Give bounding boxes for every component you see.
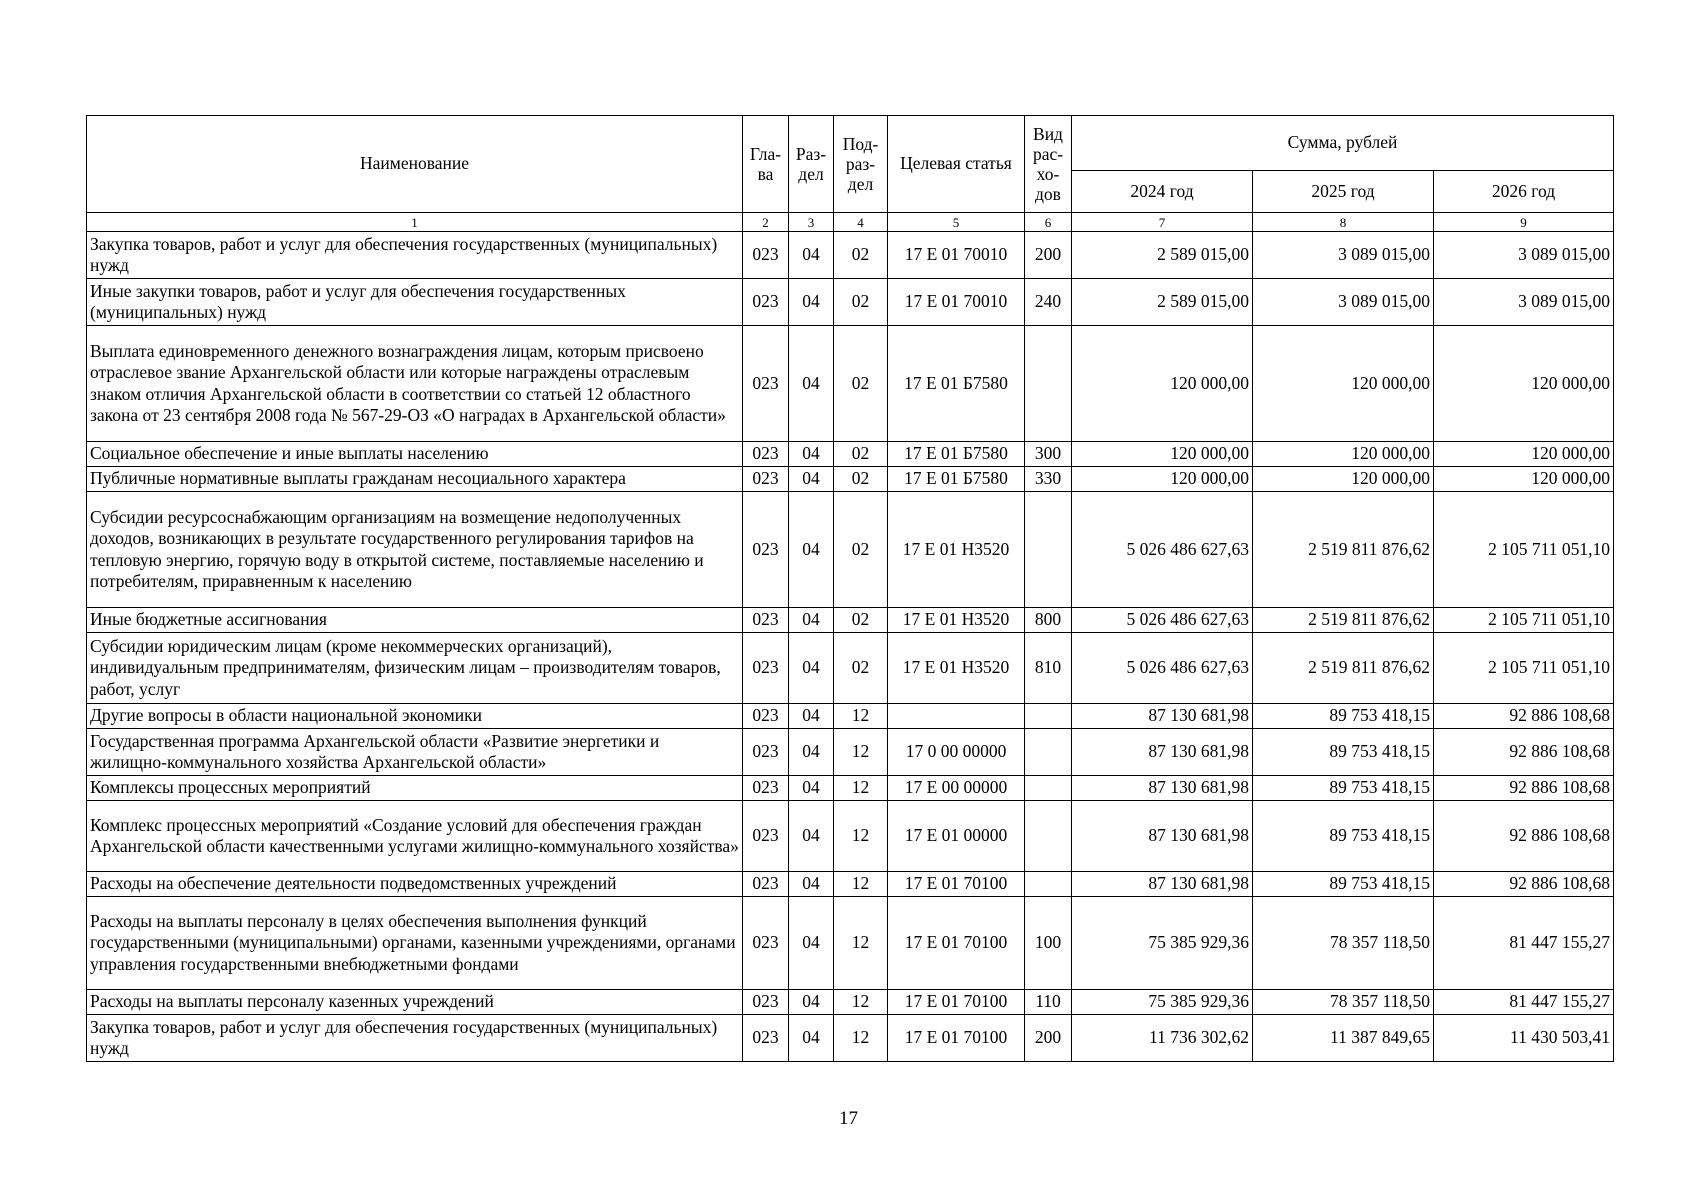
header-expense-type-label: Вид рас-хо-дов: [1032, 124, 1064, 204]
row-sum-2026: 2 105 711 051,10: [1434, 492, 1614, 608]
row-chapter: 023: [743, 704, 789, 729]
row-sum-2026: 92 886 108,68: [1434, 729, 1614, 776]
row-section: 04: [789, 704, 834, 729]
column-number: 3: [789, 213, 834, 232]
row-name: Социальное обеспечение и иные выплаты населению: [87, 442, 743, 467]
row-section: 04: [789, 729, 834, 776]
row-chapter: 023: [743, 467, 789, 492]
row-subsection: 12: [834, 1015, 888, 1062]
row-sum-2025: 89 753 418,15: [1253, 776, 1434, 801]
header-subsection: [834, 116, 888, 213]
row-sum-2025: 120 000,00: [1253, 442, 1434, 467]
header-year-2024: 2024 год: [1072, 171, 1253, 213]
row-expense-type: 100: [1025, 897, 1072, 990]
row-expense-type: [1025, 326, 1072, 442]
row-chapter: 023: [743, 232, 789, 279]
row-expense-type: [1025, 776, 1072, 801]
row-sum-2024: 87 130 681,98: [1072, 729, 1253, 776]
row-sum-2025: 11 387 849,65: [1253, 1015, 1434, 1062]
column-number: 6: [1025, 213, 1072, 232]
header-name: Наименование: [87, 116, 743, 213]
row-subsection: 12: [834, 776, 888, 801]
row-section: 04: [789, 492, 834, 608]
row-chapter: 023: [743, 608, 789, 633]
row-section: 04: [789, 872, 834, 897]
table-header: [87, 116, 1614, 232]
row-sum-2024: 120 000,00: [1072, 442, 1253, 467]
row-expense-type: 110: [1025, 990, 1072, 1015]
row-section: 04: [789, 801, 834, 872]
row-sum-2026: 120 000,00: [1434, 442, 1614, 467]
column-number: 5: [888, 213, 1025, 232]
row-sum-2025: 78 357 118,50: [1253, 990, 1434, 1015]
row-name: Расходы на обеспечение деятельности подведомственных учреждений: [87, 872, 743, 897]
table-row: [87, 729, 1614, 776]
row-sum-2025: 89 753 418,15: [1253, 801, 1434, 872]
table-row: [87, 492, 1614, 608]
row-sum-2026: 11 430 503,41: [1434, 1015, 1614, 1062]
row-target-article: 17 Е 01 Б7580: [888, 442, 1025, 467]
row-name: Иные бюджетные ассигнования: [87, 608, 743, 633]
row-sum-2025: 89 753 418,15: [1253, 729, 1434, 776]
row-subsection: 12: [834, 897, 888, 990]
row-sum-2026: 120 000,00: [1434, 467, 1614, 492]
row-subsection: 12: [834, 801, 888, 872]
row-section: 04: [789, 467, 834, 492]
row-sum-2026: 2 105 711 051,10: [1434, 633, 1614, 704]
row-sum-2024: 120 000,00: [1072, 467, 1253, 492]
row-sum-2024: 87 130 681,98: [1072, 801, 1253, 872]
row-expense-type: [1025, 492, 1072, 608]
row-section: 04: [789, 990, 834, 1015]
row-subsection: 12: [834, 729, 888, 776]
row-section: 04: [789, 326, 834, 442]
column-number: 7: [1072, 213, 1253, 232]
table-row: [87, 442, 1614, 467]
row-sum-2024: 75 385 929,36: [1072, 990, 1253, 1015]
row-subsection: 02: [834, 467, 888, 492]
table-row: [87, 872, 1614, 897]
row-target-article: 17 Е 01 70100: [888, 1015, 1025, 1062]
row-expense-type: 800: [1025, 608, 1072, 633]
table-row: [87, 467, 1614, 492]
row-chapter: 023: [743, 326, 789, 442]
column-number: 4: [834, 213, 888, 232]
row-section: 04: [789, 608, 834, 633]
row-chapter: 023: [743, 990, 789, 1015]
table-row: [87, 232, 1614, 279]
row-name: Публичные нормативные выплаты гражданам несоциального характера: [87, 467, 743, 492]
row-target-article: 17 Е 01 Н3520: [888, 633, 1025, 704]
row-sum-2026: 92 886 108,68: [1434, 776, 1614, 801]
row-sum-2025: 89 753 418,15: [1253, 704, 1434, 729]
row-subsection: 12: [834, 990, 888, 1015]
row-expense-type: [1025, 801, 1072, 872]
row-sum-2026: 3 089 015,00: [1434, 279, 1614, 326]
row-subsection: 02: [834, 232, 888, 279]
row-sum-2025: 120 000,00: [1253, 467, 1434, 492]
row-expense-type: [1025, 704, 1072, 729]
row-chapter: 023: [743, 801, 789, 872]
row-sum-2024: 5 026 486 627,63: [1072, 492, 1253, 608]
row-chapter: 023: [743, 729, 789, 776]
row-subsection: 02: [834, 442, 888, 467]
row-section: 04: [789, 776, 834, 801]
row-name: Субсидии юридическим лицам (кроме некоммерческих организаций), индивидуальным предпринимателям, физическим лицам – производителям товаров, работ, услуг: [87, 633, 743, 704]
row-expense-type: 240: [1025, 279, 1072, 326]
row-chapter: 023: [743, 776, 789, 801]
row-expense-type: [1025, 872, 1072, 897]
row-name: Расходы на выплаты персоналу казенных учреждений: [87, 990, 743, 1015]
row-target-article: 17 Е 01 70100: [888, 872, 1025, 897]
row-target-article: 17 0 00 00000: [888, 729, 1025, 776]
row-subsection: 02: [834, 633, 888, 704]
header-section-label: Раз-дел: [795, 144, 827, 184]
row-name: Иные закупки товаров, работ и услуг для обеспечения государственных (муниципальных) нужд: [87, 279, 743, 326]
row-subsection: 02: [834, 279, 888, 326]
header-chapter: [743, 116, 789, 213]
row-section: 04: [789, 279, 834, 326]
row-name: Закупка товаров, работ и услуг для обеспечения государственных (муниципальных) нужд: [87, 232, 743, 279]
row-target-article: 17 Е 01 70010: [888, 232, 1025, 279]
row-expense-type: 200: [1025, 1015, 1072, 1062]
row-name: Комплексы процессных мероприятий: [87, 776, 743, 801]
table-row: [87, 776, 1614, 801]
row-sum-2026: 120 000,00: [1434, 326, 1614, 442]
row-target-article: 17 Е 01 70100: [888, 897, 1025, 990]
header-chapter-label: Гла-ва: [749, 144, 782, 184]
row-chapter: 023: [743, 897, 789, 990]
row-target-article: 17 Е 00 00000: [888, 776, 1025, 801]
column-number: 9: [1434, 213, 1614, 232]
row-sum-2025: 3 089 015,00: [1253, 232, 1434, 279]
row-sum-2026: 92 886 108,68: [1434, 801, 1614, 872]
row-sum-2025: 120 000,00: [1253, 326, 1434, 442]
row-subsection: 02: [834, 326, 888, 442]
header-sum: Сумма, рублей: [1072, 116, 1614, 171]
row-sum-2025: 2 519 811 876,62: [1253, 633, 1434, 704]
row-target-article: 17 Е 01 Н3520: [888, 492, 1025, 608]
row-target-article: 17 Е 01 Б7580: [888, 326, 1025, 442]
row-sum-2026: 3 089 015,00: [1434, 232, 1614, 279]
row-target-article: 17 Е 01 70100: [888, 990, 1025, 1015]
table-row: [87, 279, 1614, 326]
row-name: Закупка товаров, работ и услуг для обеспечения государственных (муниципальных) нужд: [87, 1015, 743, 1062]
row-sum-2024: 120 000,00: [1072, 326, 1253, 442]
page-number: 17: [839, 1108, 858, 1129]
row-subsection: 12: [834, 704, 888, 729]
row-sum-2024: 87 130 681,98: [1072, 872, 1253, 897]
column-number: 8: [1253, 213, 1434, 232]
row-name: Субсидии ресурсоснабжающим организациям на возмещение недополученных доходов, возникающих в результате государственного регулирования тарифов на тепловую энергию, горячую воду в открытой системе, поставляемые населению и потребителям, приравненным к населению: [87, 492, 743, 608]
table-row: [87, 633, 1614, 704]
row-sum-2025: 89 753 418,15: [1253, 872, 1434, 897]
row-sum-2026: 81 447 155,27: [1434, 990, 1614, 1015]
column-number-row: [87, 213, 1614, 232]
row-target-article: 17 Е 01 70010: [888, 279, 1025, 326]
row-name: Расходы на выплаты персоналу в целях обеспечения выполнения функций государственными (муниципальными) органами, казенными учреждениями, органами управления государственными внебюджетными фондами: [87, 897, 743, 990]
row-expense-type: 300: [1025, 442, 1072, 467]
row-section: 04: [789, 1015, 834, 1062]
row-sum-2024: 5 026 486 627,63: [1072, 608, 1253, 633]
row-sum-2025: 3 089 015,00: [1253, 279, 1434, 326]
row-chapter: 023: [743, 492, 789, 608]
table-row: [87, 801, 1614, 872]
row-name: Комплекс процессных мероприятий «Создание условий для обеспечения граждан Архангельской области качественными услугами жилищно-коммунального хозяйства»: [87, 801, 743, 872]
row-target-article: 17 Е 01 Н3520: [888, 608, 1025, 633]
row-sum-2024: 87 130 681,98: [1072, 776, 1253, 801]
row-chapter: 023: [743, 633, 789, 704]
row-sum-2024: 2 589 015,00: [1072, 232, 1253, 279]
row-section: 04: [789, 442, 834, 467]
row-chapter: 023: [743, 442, 789, 467]
row-section: 04: [789, 897, 834, 990]
row-sum-2024: 87 130 681,98: [1072, 704, 1253, 729]
table-row: [87, 897, 1614, 990]
table-row: [87, 1015, 1614, 1062]
row-sum-2024: 75 385 929,36: [1072, 897, 1253, 990]
row-chapter: 023: [743, 1015, 789, 1062]
header-year-2025: 2025 год: [1253, 171, 1434, 213]
row-sum-2026: 81 447 155,27: [1434, 897, 1614, 990]
row-target-article: 17 Е 01 Б7580: [888, 467, 1025, 492]
column-number: 2: [743, 213, 789, 232]
row-sum-2024: 5 026 486 627,63: [1072, 633, 1253, 704]
row-target-article: 17 Е 01 00000: [888, 801, 1025, 872]
row-expense-type: [1025, 729, 1072, 776]
row-chapter: 023: [743, 279, 789, 326]
row-name: Выплата единовременного денежного вознаграждения лицам, которым присвоено отраслевое звание Архангельской области или которые награждены отраслевым знаком отличия Архангельской области в соответствии со статьей 12 областного закона от 23 сентября 2008 года № 567-29-ОЗ «О наградах в Архангельской области»: [87, 326, 743, 442]
row-subsection: 12: [834, 872, 888, 897]
table-row: [87, 990, 1614, 1015]
row-section: 04: [789, 232, 834, 279]
row-sum-2025: 2 519 811 876,62: [1253, 492, 1434, 608]
row-sum-2026: 92 886 108,68: [1434, 704, 1614, 729]
budget-table: [86, 115, 1614, 1062]
header-section: [789, 116, 834, 213]
row-subsection: 02: [834, 492, 888, 608]
row-expense-type: 200: [1025, 232, 1072, 279]
row-name: Другие вопросы в области национальной экономики: [87, 704, 743, 729]
row-section: 04: [789, 633, 834, 704]
row-sum-2026: 92 886 108,68: [1434, 872, 1614, 897]
row-sum-2026: 2 105 711 051,10: [1434, 608, 1614, 633]
row-target-article: [888, 704, 1025, 729]
column-number: 1: [87, 213, 743, 232]
header-expense-type: [1025, 116, 1072, 213]
row-sum-2024: 11 736 302,62: [1072, 1015, 1253, 1062]
row-chapter: 023: [743, 872, 789, 897]
row-expense-type: 810: [1025, 633, 1072, 704]
row-expense-type: 330: [1025, 467, 1072, 492]
row-sum-2025: 2 519 811 876,62: [1253, 608, 1434, 633]
row-sum-2024: 2 589 015,00: [1072, 279, 1253, 326]
header-target-article: Целевая статья: [888, 116, 1025, 213]
row-subsection: 02: [834, 608, 888, 633]
row-sum-2025: 78 357 118,50: [1253, 897, 1434, 990]
header-year-2026: 2026 год: [1434, 171, 1614, 213]
row-name: Государственная программа Архангельской области «Развитие энергетики и жилищно-коммунального хозяйства Архангельской области»: [87, 729, 743, 776]
table-row: [87, 704, 1614, 729]
table-body: [87, 232, 1614, 1062]
table-row: [87, 326, 1614, 442]
header-subsection-label: Под-раз-дел: [842, 134, 879, 194]
table-row: [87, 608, 1614, 633]
